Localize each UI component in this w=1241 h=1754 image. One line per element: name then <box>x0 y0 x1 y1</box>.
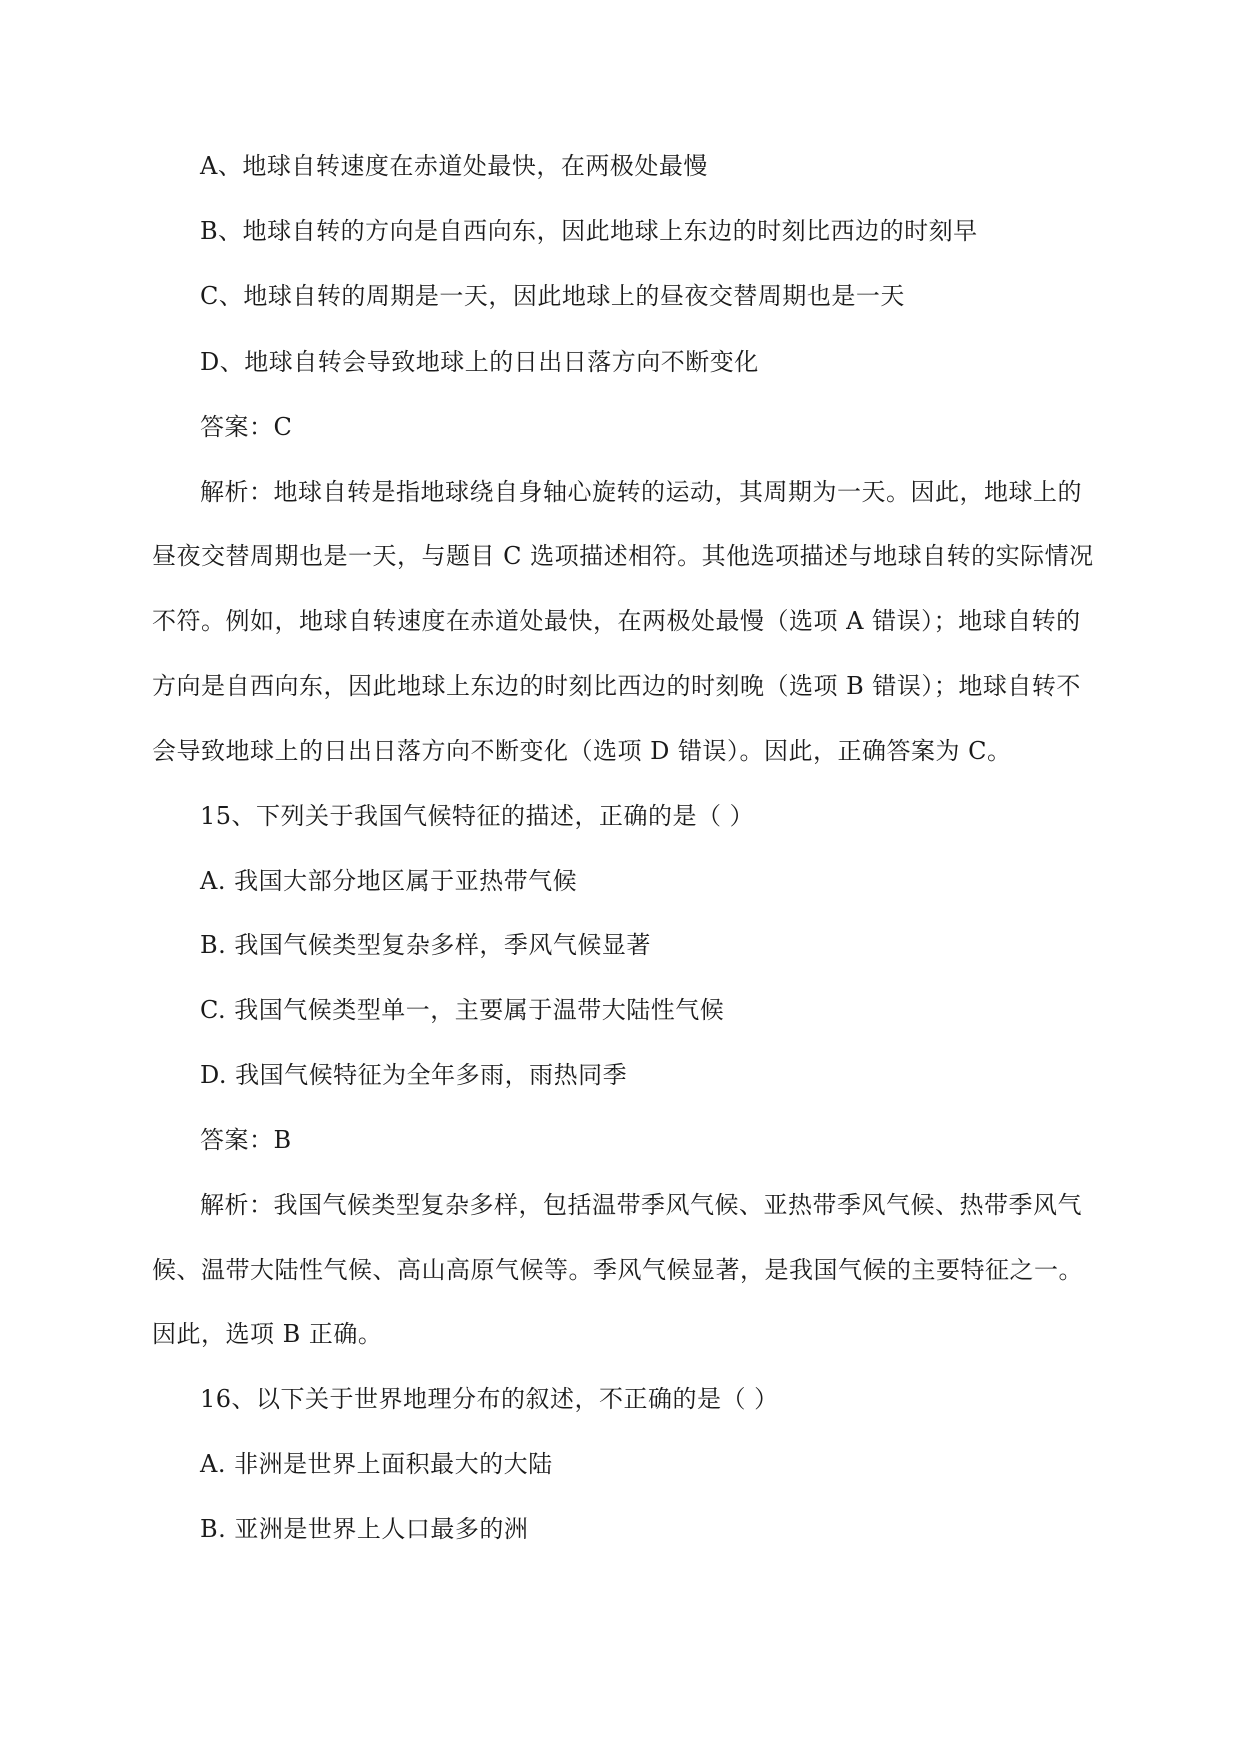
q14-analysis-line-3: 不符。例如，地球自转速度在赤道处最快，在两极处最慢（选项 A 错误）；地球自转的 <box>152 607 1081 635</box>
q14-option-d: D、地球自转会导致地球上的日出日落方向不断变化 <box>200 348 759 376</box>
q15-analysis-line-3: 因此，选项 B 正确。 <box>152 1320 383 1348</box>
q15-answer: 答案：B <box>200 1126 292 1154</box>
q15-option-a: A. 我国大部分地区属于亚热带气候 <box>200 867 578 895</box>
q15-analysis-line-1: 解析：我国气候类型复杂多样，包括温带季风气候、亚热带季风气候、热带季风气 <box>200 1191 1082 1219</box>
q14-option-b: B、地球自转的方向是自西向东，因此地球上东边的时刻比西边的时刻早 <box>200 217 978 245</box>
q14-analysis-line-5: 会导致地球上的日出日落方向不断变化（选项 D 错误）。因此，正确答案为 C。 <box>152 737 1012 765</box>
q15-analysis-line-2: 候、温带大陆性气候、高山高原气候等。季风气候显著，是我国气候的主要特征之一。 <box>152 1256 1083 1284</box>
q15-option-b: B. 我国气候类型复杂多样，季风气候显著 <box>200 931 651 959</box>
q15-option-d: D. 我国气候特征为全年多雨，雨热同季 <box>200 1061 628 1089</box>
q16-question: 16、以下关于世界地理分布的叙述，不正确的是（ ） <box>200 1385 779 1413</box>
q14-option-a: A、地球自转速度在赤道处最快，在两极处最慢 <box>200 152 708 180</box>
q14-answer: 答案：C <box>200 413 293 441</box>
q16-option-b: B. 亚洲是世界上人口最多的洲 <box>200 1515 529 1543</box>
q15-option-c: C. 我国气候类型单一，主要属于温带大陆性气候 <box>200 996 725 1024</box>
q15-question: 15、下列关于我国气候特征的描述，正确的是（ ） <box>200 802 755 830</box>
q14-option-c: C、地球自转的周期是一天，因此地球上的昼夜交替周期也是一天 <box>200 282 905 310</box>
q16-option-a: A. 非洲是世界上面积最大的大陆 <box>200 1450 553 1478</box>
q14-analysis-line-4: 方向是自西向东，因此地球上东边的时刻比西边的时刻晚（选项 B 错误）；地球自转不 <box>152 672 1081 700</box>
q14-analysis-line-2: 昼夜交替周期也是一天，与题目 C 选项描述相符。其他选项描述与地球自转的实际情况 <box>152 542 1094 570</box>
q14-analysis-line-1: 解析：地球自转是指地球绕自身轴心旋转的运动，其周期为一天。因此，地球上的 <box>200 478 1082 506</box>
